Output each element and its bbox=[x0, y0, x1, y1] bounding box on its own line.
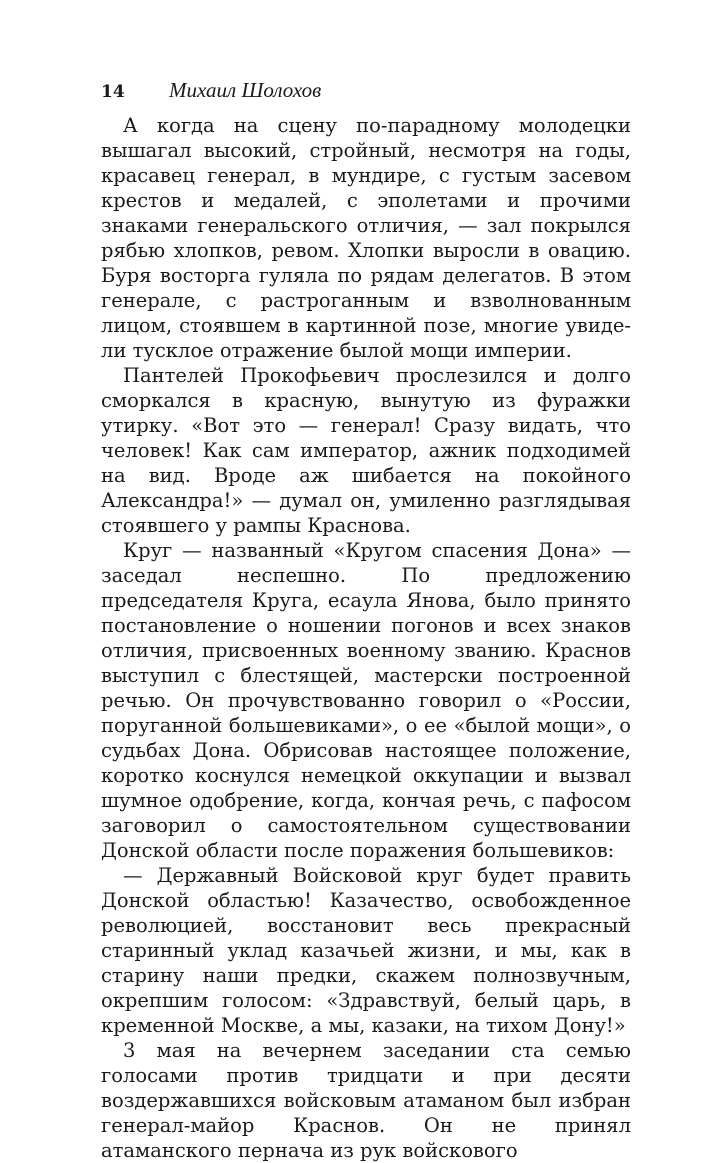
paragraph: А когда на сцену по-парадному молодецки вышагал высокий, стройный, несмотря на годы, красавец генерал, в мундире, с густым засевом крестов и медалей, с эполетами и прочими знаками генеральского отличия, — зал покрылся рябью хлопков, ревом. Хлопки выросли в овацию. Буря восторга гуляла по рядам делегатов. В этом генерале, с растроганным и взволнованным лицом, стоявшем в картинной позе, многие увидели тусклое отражение былой мощи империи. bbox=[101, 114, 631, 362]
paragraph: Круг — названный «Кругом спасения Дона» — заседал неспешно. По предложению председателя Круга, есаула Янова, было принято постановление о ношении погонов и всех знаков отличия, присвоенных военному званию. Краснов выступил с блестящей, мастерски построенной речью. Он прочувствованно говорил о «России, поруганной большевиками», о ее «былой мощи», о судьбах Дона. Обрисовав настоящее положение, коротко коснулся немецкой оккупации и вызвал шумное одобрение, когда, кончая речь, с пафосом заговорил о самостоятельном существовании Донской области после поражения большевиков: bbox=[101, 539, 631, 862]
author-name: Михаил Шолохов bbox=[169, 78, 322, 102]
page-number: 14 bbox=[101, 82, 125, 102]
paragraph: — Державный Войсковой круг будет править Донской областью! Казачество, освобожденное революцией, восстановит весь прекрасный старинный уклад казачьей жизни, и мы, как в старину наши предки, скажем полнозвучным, окрепшим голосом: «Здравствуй, белый царь, в кременной Москве, а мы, казаки, на тихом Дону!» bbox=[101, 864, 631, 1037]
book-page bbox=[101, 74, 631, 1162]
body-text bbox=[101, 113, 631, 1163]
paragraph: Пантелей Прокофьевич прослезился и долго сморкался в красную, вынутую из фуражки утирку. «Вот это — генерал! Сразу видать, что человек! Как сам император, ажник подходимей на вид. Вроде аж шибается на покойного Александра!» — думал он, умиленно разглядывая стоявшего у рампы Краснова. bbox=[101, 364, 631, 537]
paragraph: 3 мая на вечернем заседании ста семью голосами против тридцати и при десяти воздержавшихся войсковым атаманом был избран генерал-майор Краснов. Он не принял атаманского пернача из рук войскового bbox=[101, 1039, 631, 1162]
running-header bbox=[101, 74, 631, 107]
